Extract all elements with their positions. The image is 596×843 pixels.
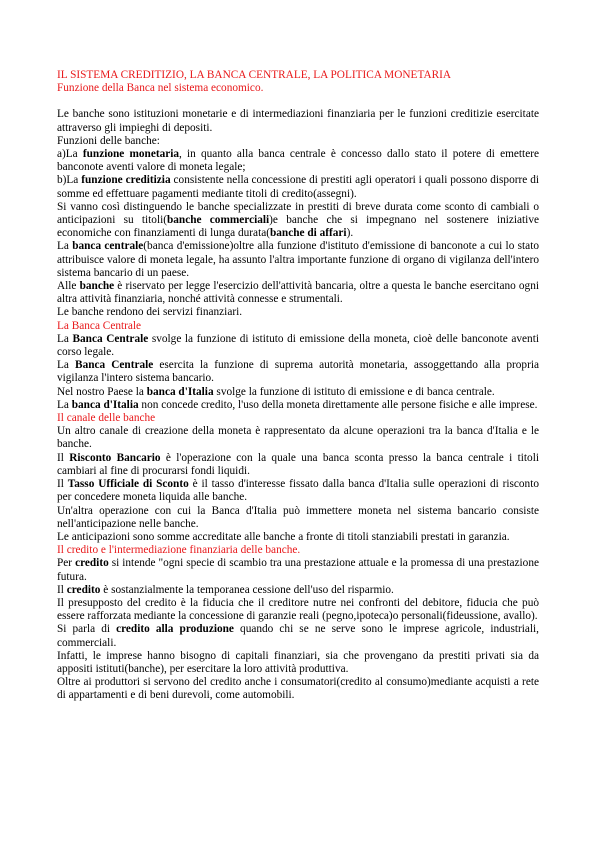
paragraph xyxy=(57,597,539,623)
bold-term: Banca Centrale xyxy=(75,359,154,372)
paragraph xyxy=(57,359,539,385)
bold-term: funzione creditizia xyxy=(81,174,171,187)
paragraph xyxy=(57,108,539,134)
text-run: Le banche sono istituzioni monetarie e di intermediazioni finanziaria per le funzioni creditizie esercitate attraverso gli impieghi di depositi. xyxy=(57,108,539,134)
text-run: , in quanto alla banca centrale è concesso dallo stato il potere di emettere banconote aventi valore di moneta legale; xyxy=(57,148,539,174)
text-run: consistente nella concessione di prestiti agli operatori i quali possono disporre di somme ed effettuare pagamenti mediante titoli di credito(assegni). xyxy=(57,174,539,200)
paragraph xyxy=(57,148,539,174)
text-run: Un'altra operazione con cui la Banca d'Italia può immettere moneta nel sistema bancario consiste nell'anticipazione nelle banche. xyxy=(57,504,539,530)
spacer xyxy=(57,95,539,108)
text-run: Si parla di xyxy=(57,623,117,636)
paragraph xyxy=(57,623,539,649)
text-run: La xyxy=(57,398,72,411)
bold-term: Banca Centrale xyxy=(72,332,149,345)
paragraph xyxy=(57,584,539,597)
bold-term: Tasso Ufficiale di Sconto xyxy=(67,478,189,491)
section-heading: La Banca Centrale xyxy=(57,319,142,332)
text-run: Infatti, le imprese hanno bisogno di capitali finanziari, sia che provengano da prestiti privati sia da appositi istituti(banche), per esercitare la loro attività produttiva. xyxy=(57,649,539,675)
paragraph xyxy=(57,531,539,544)
text-run: (banca d'emissione)oltre alla funzione d'istituto d'emissione di banconote a cui lo stato attribuisce valore di moneta legale, ha assunto l'altra importante funzione di organo di vigilanza dell'intero sistema bancario di un paese. xyxy=(57,240,539,279)
bold-term: banca d'Italia xyxy=(146,385,214,398)
bold-term: banca d'Italia xyxy=(71,398,139,411)
text-run: Le anticipazioni sono somme accreditate alle banche a fronte di titoli stanziabili prestati in garanzia. xyxy=(57,530,510,543)
text-run: quando chi se ne serve sono le imprese agricole, industriali, commerciali. xyxy=(57,623,539,649)
text-run: Nel nostro Paese la xyxy=(57,385,147,398)
text-run: esercita la funzione di suprema autorità monetaria, assoggettando alla propria vigilanza l'intero sistema bancario. xyxy=(57,359,539,385)
text-run: La xyxy=(57,359,76,372)
text-run: Un altro canale di creazione della moneta è rappresentato da alcune operazioni tra la banca d'Italia e le banche. xyxy=(57,425,539,451)
paragraph xyxy=(57,676,539,702)
text-run: ). xyxy=(346,227,354,240)
text-run: non concede credito, l'uso della moneta direttamente alle persone fisiche e alle imprese. xyxy=(138,398,538,411)
paragraph xyxy=(57,425,539,451)
text-run: è l'operazione con la quale una banca sconta presso la banca centrale i titoli cambiari al fine di procurarsi fondi liquidi. xyxy=(57,451,539,477)
paragraph xyxy=(57,505,539,531)
text-run: La xyxy=(57,240,73,253)
paragraph xyxy=(57,135,539,148)
text-run: b)La xyxy=(57,174,82,187)
paragraph xyxy=(57,306,539,319)
text-run: Il presupposto del credito è la fiducia che il creditore nutre nei confronti del debitore, fiducia che può essere rafforzata mediante la concessione di garanzie reali (pegno,ipoteca)o personali(fideussione, avallo). xyxy=(57,596,539,623)
text-run: Il xyxy=(57,583,67,596)
text-run: Si vanno così distinguendo le banche specializzate in prestiti di breve durata come sconto di cambiali o anticipazioni su titoli( xyxy=(57,200,539,227)
document-title: IL SISTEMA CREDITIZIO, LA BANCA CENTRALE, LA POLITICA MONETARIA xyxy=(57,69,452,81)
bold-term: credito xyxy=(66,583,101,596)
text-run: è sostanzialmente la temporanea cessione dell'uso del risparmio. xyxy=(100,583,394,596)
text-run: Il xyxy=(57,478,68,491)
paragraph xyxy=(57,399,539,412)
bold-term: credito alla produzione xyxy=(116,623,234,636)
text-run: a)La xyxy=(57,148,83,161)
paragraph xyxy=(57,557,539,583)
paragraph xyxy=(57,478,539,504)
bold-term: Risconto Bancario xyxy=(69,451,161,464)
section-heading: Il credito e l'intermediazione finanziaria delle banche. xyxy=(57,544,301,557)
paragraph xyxy=(57,280,539,306)
paragraph xyxy=(57,240,539,280)
text-run: Le banche rendono dei servizi finanziari. xyxy=(57,306,243,319)
bold-term: banche commerciali xyxy=(167,214,270,227)
paragraph xyxy=(57,174,539,200)
text-run: Alle xyxy=(57,280,80,293)
bold-term: banca centrale xyxy=(72,240,144,253)
paragraph xyxy=(57,386,539,399)
text-run: Per xyxy=(57,557,76,570)
bold-term: banche di affari xyxy=(270,227,347,240)
paragraph xyxy=(57,452,539,478)
text-run: Funzioni delle banche: xyxy=(57,134,160,147)
text-run: Il xyxy=(57,451,70,464)
text-run: Oltre ai produttori si servono del credito anche i consumatori(credito al consumo)mediante acquisti a rete di appartamenti e di beni durevoli, come automobili. xyxy=(57,676,539,702)
document-page xyxy=(57,69,539,703)
bold-term: funzione monetaria xyxy=(82,148,180,161)
paragraph xyxy=(57,201,539,241)
text-run: svolge la funzione di istituto di emissione della moneta, cioè delle banconote aventi corso legale. xyxy=(57,332,539,359)
section-heading: Il canale delle banche xyxy=(57,412,156,425)
text-run: si intende "ogni specie di scambio tra una prestazione attuale e la promessa di una prestazione futura. xyxy=(57,557,539,583)
document-subtitle: Funzione della Banca nel sistema economico. xyxy=(57,82,264,95)
paragraph xyxy=(57,333,539,359)
text-run: La xyxy=(57,332,73,345)
text-run: svolge la funzione di istituto di emissione e di banca centrale. xyxy=(213,385,495,398)
text-run: è riservato per legge l'esercizio dell'attività bancaria, oltre a questa le banche esercitano ogni altra attività finanziaria, nonché attività connesse e strumentali. xyxy=(57,280,539,306)
document-body xyxy=(57,108,539,702)
text-run: )e banche che si impegnano nel sostenere iniziative economiche con finanziamenti di lunga durata( xyxy=(57,214,539,240)
bold-term: banche xyxy=(79,280,115,293)
text-run: è il tasso d'interesse fissato dalla banca d'Italia sulle operazioni di risconto per concedere moneta liquida alle banche. xyxy=(57,478,539,504)
bold-term: credito xyxy=(75,557,109,570)
paragraph xyxy=(57,650,539,676)
